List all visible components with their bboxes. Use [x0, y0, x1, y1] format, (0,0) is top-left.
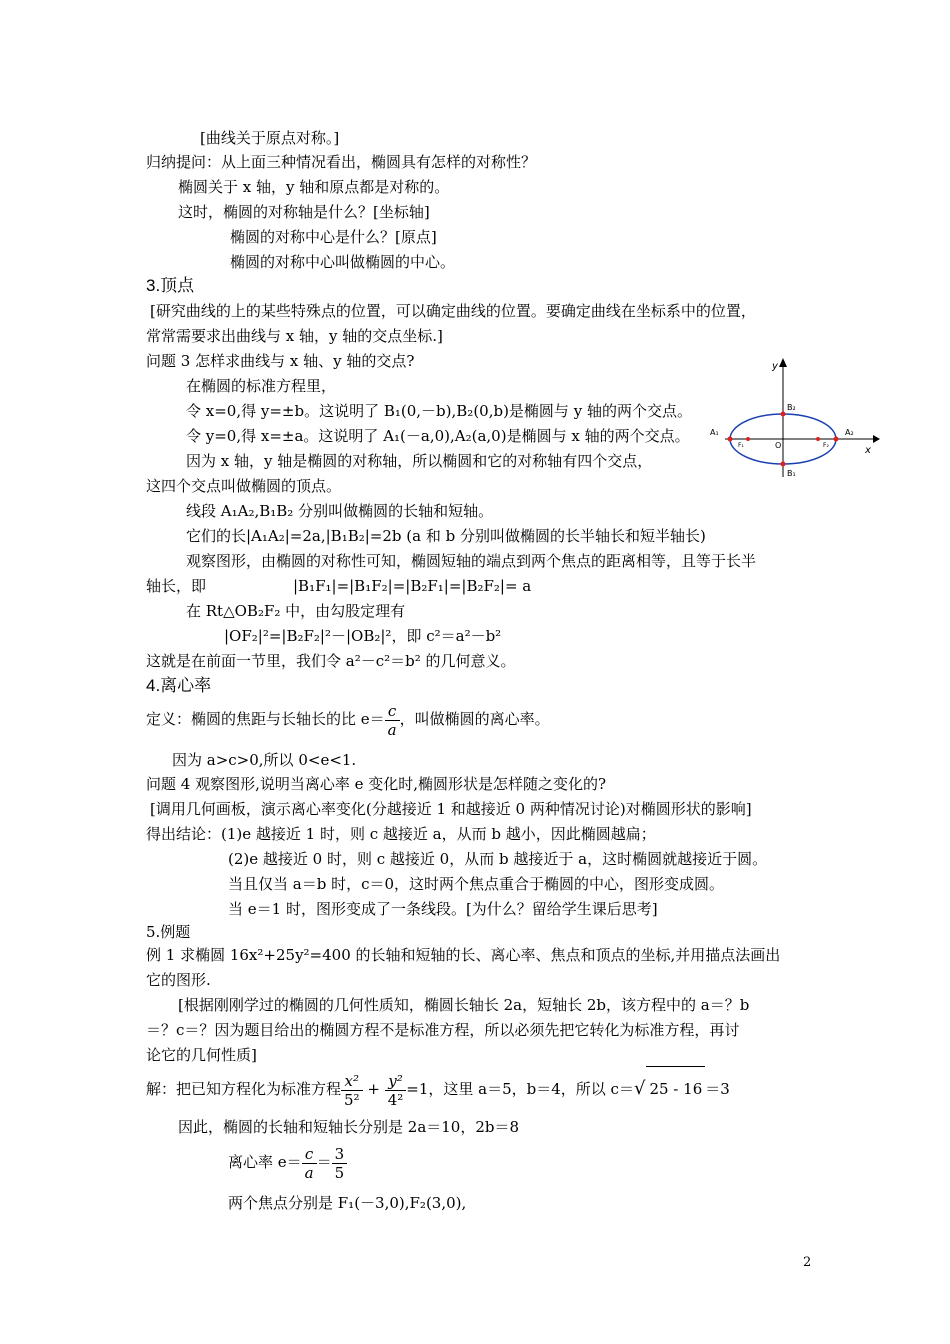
- x-arrow: [873, 435, 880, 443]
- definition-line: [146, 698, 550, 740]
- equals-sign: ＝: [316, 1153, 332, 1171]
- solution-text: ＝3: [705, 1080, 730, 1098]
- numerator: y²: [385, 1072, 407, 1091]
- point-A1: [728, 437, 733, 442]
- eccentricity-text: 离心率 e＝: [228, 1153, 302, 1171]
- definition-text: ，叫做椭圆的离心率。: [399, 710, 550, 728]
- page-number: 2: [803, 1255, 812, 1270]
- fraction-c-over-a: [385, 702, 400, 739]
- text-line: 得出结论：(1)e 越接近 1 时，则 c 越接近 a，从而 b 越小，因此椭圆越扁；: [146, 825, 656, 843]
- text-line: 论它的几何性质]: [146, 1046, 257, 1064]
- text-line: 因此，椭圆的长轴和短轴长分别是 2a＝10，2b＝8: [178, 1118, 520, 1136]
- solution-text: 解：把已知方程化为标准方程: [146, 1080, 342, 1098]
- text-line: [根据刚刚学过的椭圆的几何性质知，椭圆长轴长 2a，短轴长 2b，该方程中的 a＝？b: [178, 996, 750, 1014]
- solution-text: =1，这里 a＝5，b＝4，所以 c＝: [406, 1080, 634, 1098]
- label-F2: F₂: [823, 442, 829, 449]
- text-line: 问题 3 怎样求曲线与 x 轴、y 轴的交点?: [146, 352, 415, 370]
- text-line: [曲线关于原点对称。]: [200, 129, 340, 147]
- text-line: 在椭圆的标准方程里，: [186, 377, 337, 395]
- numerator: x²: [341, 1072, 363, 1091]
- numerator: c: [385, 702, 400, 721]
- text-line: 在 Rt△OB₂F₂ 中，由勾股定理有: [186, 602, 406, 620]
- text-line: 这四个交点叫做椭圆的顶点。: [146, 477, 342, 495]
- text-line: 轴长，即: [146, 577, 207, 595]
- text-line: 椭圆关于 x 轴，y 轴和原点都是对称的。: [178, 178, 450, 196]
- text-line: (2)e 越接近 0 时，则 c 越接近 0，从而 b 越接近于 a，这时椭圆就越接近于圆。: [228, 850, 768, 868]
- label-F1: F₁: [738, 442, 744, 449]
- text-line: 常常需要求出曲线与 x 轴，y 轴的交点坐标.]: [146, 327, 443, 345]
- text-line: 当 e＝1 时，图形变成了一条线段。[为什么？留给学生课后思考]: [228, 900, 658, 918]
- label-O: O: [775, 441, 782, 450]
- numerator: c: [302, 1145, 317, 1164]
- numerator: 3: [332, 1145, 348, 1164]
- label-B1: B₁: [787, 469, 796, 478]
- text-line: 归纳提问：从上面三种情况看出，椭圆具有怎样的对称性？: [146, 153, 537, 171]
- text-line: 例 1 求椭圆 16x²+25y²=400 的长轴和短轴的长、离心率、焦点和顶点的坐标,并用描点法画出: [146, 946, 781, 964]
- text-line: 问题 4 观察图形,说明当离心率 e 变化时,椭圆形状是怎样随之变化的?: [146, 775, 607, 793]
- point-A2: [834, 437, 839, 442]
- solution-line: [146, 1066, 730, 1111]
- sqrt-sign: √: [633, 1078, 646, 1099]
- definition-text: 定义：椭圆的焦距与长轴长的比 e＝: [146, 710, 385, 728]
- text-line: 令 y=0,得 x=±a。这说明了 A₁(－a,0),A₂(a,0)是椭圆与 x 轴的两个交点。: [186, 427, 690, 445]
- point-B2: [781, 412, 786, 417]
- text-line: [研究曲线的上的某些特殊点的位置，可以确定曲线的位置。要确定曲线在坐标系中的位置，: [150, 302, 756, 320]
- fraction-c-over-a: [302, 1145, 317, 1182]
- label-A2: A₂: [845, 428, 854, 437]
- denominator: 4²: [387, 1090, 404, 1109]
- text-line: 线段 A₁A₂,B₁B₂ 分别叫做椭圆的长轴和短轴。: [186, 502, 494, 520]
- section-heading: 3.顶点: [146, 276, 195, 295]
- text-line: 它的图形.: [146, 971, 211, 989]
- denominator: a: [387, 720, 397, 739]
- text-line: ＝？c＝？因为题目给出的椭圆方程不是标准方程，所以必须先把它转化为标准方程，再讨: [146, 1021, 740, 1039]
- fraction-y2-over-4-2: [385, 1072, 407, 1109]
- text-line: 它们的长|A₁A₂|=2a,|B₁B₂|=2b (a 和 b 分别叫做椭圆的长半轴长和短半轴长): [186, 527, 706, 545]
- text-line: |OF₂|²=|B₂F₂|²－|OB₂|²，即 c²＝a²－b²: [224, 627, 502, 645]
- text-line: 当且仅当 a＝b 时，c＝0，这时两个焦点重合于椭圆的中心，图形变成圆。: [228, 875, 725, 893]
- text-line: 两个焦点分别是 F₁(－3,0),F₂(3,0),: [228, 1194, 467, 1212]
- label-y: y: [772, 361, 778, 372]
- text-line: 令 x=0,得 y=±b。这说明了 B₁(0,－b),B₂(0,b)是椭圆与 y 轴的两个交点。: [186, 402, 692, 420]
- text-line: [调用几何画板，演示离心率变化(分越接近 1 和越接近 0 两种情况讨论)对椭圆形状的影响]: [150, 800, 752, 818]
- label-A1: A₁: [710, 428, 719, 437]
- plus-sign: +: [367, 1080, 380, 1098]
- eccentricity-line: [228, 1140, 347, 1184]
- denominator: 5: [334, 1163, 345, 1182]
- text-line: 因为 a>c>0,所以 0<e<1.: [172, 751, 357, 769]
- sqrt-body: 25 - 16: [646, 1066, 705, 1111]
- point-B1: [781, 462, 786, 467]
- fraction-x2-over-5-2: [341, 1072, 363, 1109]
- text-line: 这就是在前面一节里，我们令 a²－c²＝b² 的几何意义。: [146, 652, 516, 670]
- label-B2: B₂: [787, 403, 796, 412]
- point-F1: [746, 437, 750, 441]
- fraction-3-over-5: [332, 1145, 348, 1182]
- point-F2: [816, 437, 820, 441]
- section-heading: 5.例题: [146, 923, 191, 941]
- y-arrow: [779, 358, 787, 367]
- text-line: |B₁F₁|=|B₁F₂|=|B₂F₁|=|B₂F₂|= a: [293, 577, 532, 595]
- text-line: 椭圆的对称中心是什么？[原点]: [230, 228, 437, 246]
- text-line: 这时，椭圆的对称轴是什么？[坐标轴]: [178, 203, 430, 221]
- text-line: 椭圆的对称中心叫做椭圆的中心。: [230, 253, 456, 271]
- text-line: 观察图形，由椭圆的对称性可知，椭圆短轴的端点到两个焦点的距离相等，且等于长半: [186, 552, 757, 570]
- text-line: 因为 x 轴，y 轴是椭圆的对称轴，所以椭圆和它的对称轴有四个交点，: [186, 452, 653, 470]
- section-heading: 4.离心率: [146, 676, 212, 695]
- denominator: 5²: [344, 1090, 360, 1109]
- label-x: x: [865, 445, 871, 456]
- denominator: a: [304, 1163, 314, 1182]
- ellipse-figure: [705, 355, 880, 483]
